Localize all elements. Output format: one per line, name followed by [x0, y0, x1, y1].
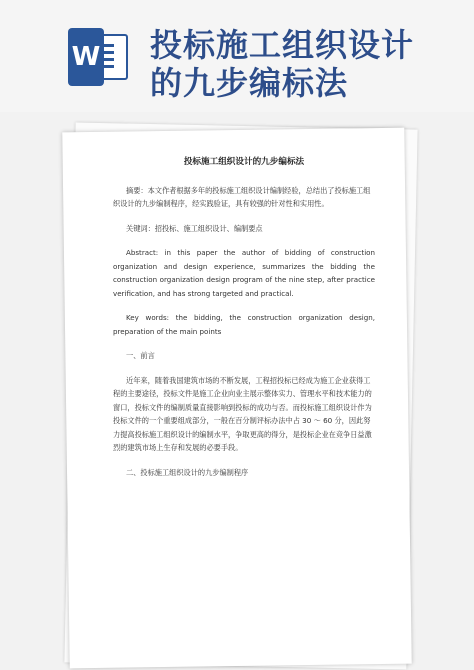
word-badge: W	[68, 28, 104, 86]
banner-title-line1: 投标施工组织设计	[150, 26, 415, 64]
banner-title-line2: 的九步编标法	[150, 64, 349, 102]
keywords-en: Key words: the bidding, the construction organization design, preparation of the main points	[113, 313, 375, 336]
document-title: 投标施工组织设计的九步编标法	[183, 157, 305, 167]
word-icon	[68, 28, 130, 86]
keywords-cn: 关键词：招投标、施工组织设计、编制要点	[126, 223, 263, 233]
section1-body: 近年来，随着我国建筑市场的不断发展，工程招投标已经成为施工企业获得工程的主要途径，投标文件是施工企业向业主展示整体实力、管理水平和技术能力的窗口，投标文件的编制质量直接影响到投标的成功与否。而投标施工组织设计作为投标文件的一个重要组成部分，一般在百分制评标办法中占 30 ～ 60 分，因此努力提高投标施工组织设计的编制水平，争取更高的得分，是投标企业在竞争日益激烈的建筑市场上生存和发展的必要手段。	[113, 375, 372, 452]
section2-heading: 二、投标施工组织设计的九步编制程序	[126, 467, 249, 477]
banner	[0, 0, 474, 112]
section1-heading: 一、前言	[126, 351, 155, 360]
document-content	[113, 150, 375, 490]
banner-title	[150, 26, 450, 102]
abstract-en: Abstract: in this paper the author of bidding of construction organization and design experience, summarizes the bidding the construction organization design program of the nine step, after practice verification, and has strong targeted and practical.	[113, 248, 375, 298]
abstract-cn: 摘要：本文作者根据多年的投标施工组织设计编制经验，总结出了投标施工组织设计的九步编制程序，经实践验证，具有较强的针对性和实用性。	[113, 185, 371, 208]
